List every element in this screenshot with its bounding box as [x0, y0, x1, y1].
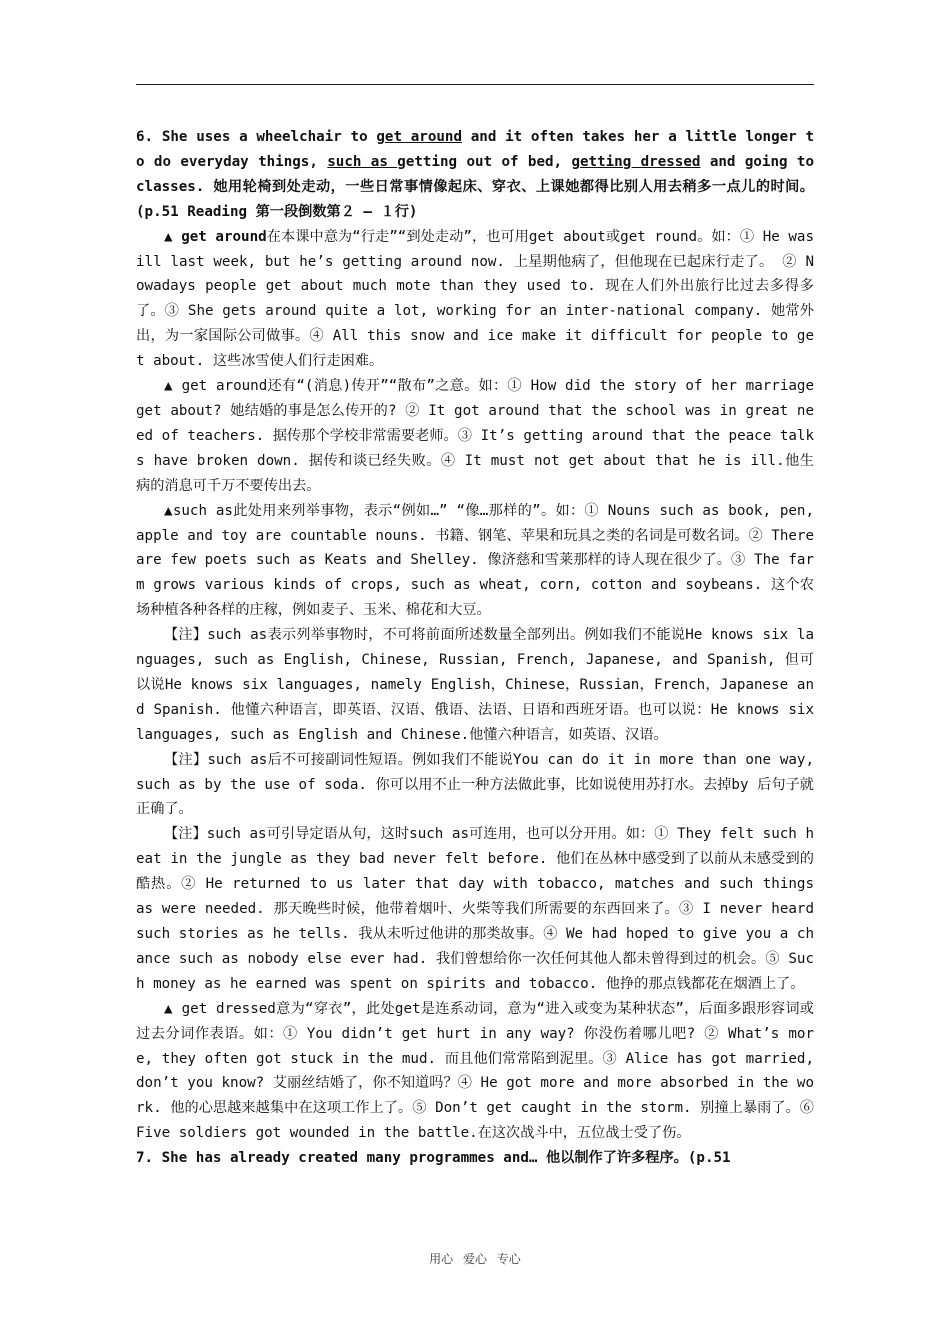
underlined-phrase: getting dressed — [571, 153, 701, 170]
underlined-phrase: get around — [376, 129, 462, 145]
item-6-text: 6. She uses a wheelchair to — [136, 129, 377, 145]
note-such-as-adverbial: 【注】such as后不可接副词性短语。例如我们不能说You can do it in more than one way, such as by the use of soda. 你可以用不止一种方法做此事，比如说使用苏打水。去掉by 后句子就正确了。 — [136, 751, 814, 818]
item-6-text: getting out of bed, — [397, 153, 572, 170]
note-text: 在本课中意为“行走”“到处走动”，也可用get about或get round。如：① He was ill last week, but he’s getting around now. 上星期他病了，但他现在已起床行走了。 ② Nowadays people get about much mote than they used to. 现在人们外出旅行比过去多得多了。③ She gets around quite a lot, working for an inter-national company. 她常外出，为一家国际公司做事。④ All this snow and ice make it difficult for people to get about. 这些冰雪使人们行走困难。 — [136, 228, 814, 370]
document-body — [136, 125, 814, 1171]
note-such-as-examples: ▲such as此处用来列举事物，表示“例如…” “像…那样的”。如：① Nouns such as book, pen, apple and toy are countable nouns. 书籍、钢笔、苹果和玩具之类的名词是可数名词。② There are few poets such as Keats and Shelley. 像济慈和雪莱那样的诗人现在很少了。③ The farm grows various kinds of crops, such as wheat, corn, cotton and soybeans. 这个农场种植各种各样的庄稼，例如麦子、玉米、棉花和大豆。 — [136, 502, 814, 619]
item-6-text: and it often takes her a little longer to do everyday things, — [136, 129, 814, 170]
item-6-heading — [136, 125, 814, 225]
item-6-text: and going to classes. 她用轮椅到处走动，一些日常事情像起床、穿衣、上课她都得比别人用去稍多一点儿的时间。(p.51 Reading 第一段倒数第２ – １行) — [136, 153, 814, 220]
note-such-as-clause: 【注】such as可引导定语从句，这时such as可连用，也可以分开用。如：① They felt such heat in the jungle as they bad never felt before. 他们在丛林中感受到了以前从未感受到的酷热。② He returned to us later that day with tobacco, matches and such things as were needed. 那天晚些时候，他带着烟叶、火柴等我们所需要的东西回来了。③ I never heard such stories as he tells. 我从未听过他讲的那类故事。④ We had hoped to give you a chance such as nobody else ever had. 我们曾想给你一次任何其他人都未曾得到过的机会。⑤ Such money as he earned was spent on spirits and tobacco. 他挣的那点钱都花在烟酒上了。 — [136, 826, 814, 992]
underlined-phrase: such as — [327, 153, 398, 170]
header-rule — [136, 84, 814, 85]
note-get-around-spread: ▲ get around还有“(消息)传开”“散布”之意。如：① How did the story of her marriage get about? 她结婚的事是怎么传开的? ② It got around that the school was in great need of teachers. 据传那个学校非常需要老师。③ It’s getting around that the peace talks have broken down. 据传和谈已经失败。④ It must not get about that he is ill.他生病的消息可千万不要传出去。 — [136, 378, 814, 494]
item-7-heading: 7. She has already created many programmes and… 他以制作了许多程序。(p.51 — [136, 1150, 731, 1167]
note-get-around-walk — [136, 225, 814, 374]
note-such-as-listing: 【注】such as表示列举事物时，不可将前面所述数量全部列出。例如我们不能说He knows six languages, such as English, Chinese, Russian, French, Japanese, and Spanish, 但可以说He knows six languages, namely English，Chinese，Russian，French，Japanese and Spanish. 他懂六种语言，即英语、汉语、俄语、法语、日语和西班牙语。也可以说：He knows six languages, such as English and Chinese.他懂六种语言，如英语、汉语。 — [136, 627, 814, 743]
keyword: ▲ get around — [164, 228, 267, 245]
note-get-dressed: ▲ get dressed意为“穿衣”，此处get是连系动词，意为“进入或变为某种状态”，后面多跟形容词或过去分词作表语。如：① You didn’t get hurt in any way? 你没伤着哪儿吧? ② What’s more, they often got stuck in the mud. 而且他们常常陷到泥里。③ Alice has got married, don’t you know? 艾丽丝结婚了，你不知道吗？④ He got more and more absorbed in the work. 他的心思越来越集中在这项工作上了。⑤ Don’t get caught in the storm. 别撞上暴雨了。⑥ Five soldiers got wounded in the battle.在这次战斗中，五位战士受了伤。 — [136, 1000, 814, 1142]
page-footer: 用心 爱心 专心 — [429, 1252, 521, 1266]
